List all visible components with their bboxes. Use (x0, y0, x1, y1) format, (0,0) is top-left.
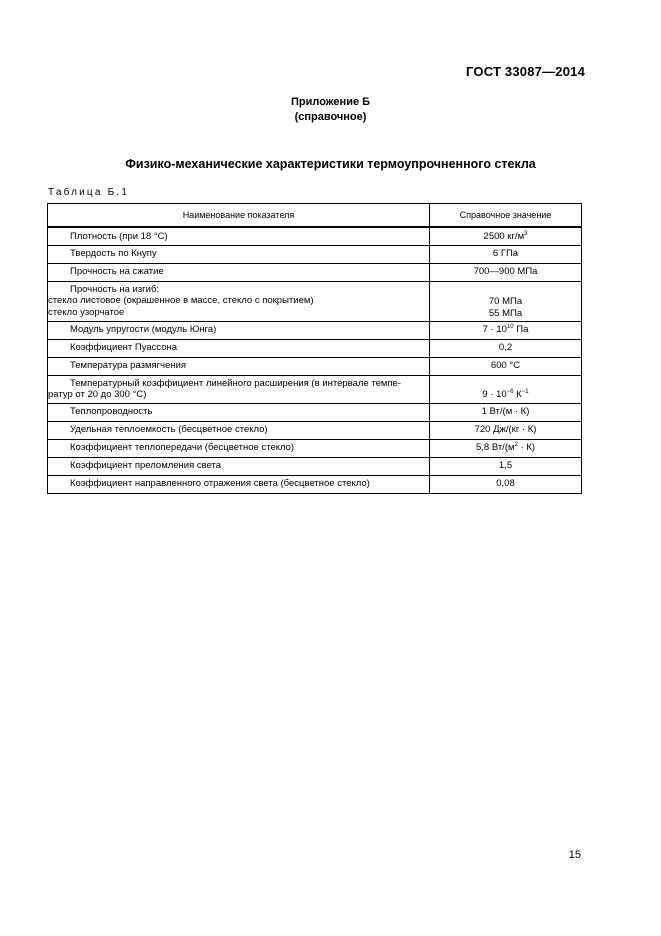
standard-code: ГОСТ 33087—2014 (466, 64, 585, 79)
row-value: 1 Вт/(м · К) (430, 403, 582, 421)
row-value: 1,5 (430, 457, 582, 475)
annex-title: Приложение Б (290, 96, 371, 108)
row-value: 600 °С (430, 357, 582, 375)
row-value: $7 \cdot 10^{10}$ Па (430, 321, 582, 339)
row-name: Коэффициент Пуассона (48, 339, 430, 357)
table-row (48, 439, 582, 457)
row-name: Коэффициент направленного отражения света (бесцветное стекло) (48, 475, 430, 493)
header-value: Справочное значение (430, 204, 582, 228)
row-name-continuation: ратур от 20 до 300 °С) (48, 389, 147, 400)
row-value: 6 ГПа (430, 245, 582, 263)
row-value: 700—900 МПа (430, 263, 582, 281)
row-name-main: Температурный коэффициент линейного расширения (в интервале темпе- (70, 377, 401, 389)
table-row (48, 375, 582, 403)
annex-heading (0, 95, 661, 125)
document-title: Физико-механические характеристики термоупрочненного стекла (125, 157, 536, 171)
row-name: Коэффициент теплопередачи (бесцветное стекло) (48, 439, 430, 457)
table-row (48, 245, 582, 263)
table-row (48, 457, 582, 475)
table-row (48, 321, 582, 339)
row-name: Плотность (при 18 °С) (48, 227, 430, 245)
row-sub-item: стекло листовое (окрашенное в массе, стекло с покрытием) (48, 295, 314, 307)
row-name: Коэффициент преломления света (48, 457, 430, 475)
table-row (48, 281, 582, 321)
table-row (48, 357, 582, 375)
row-name: Теплопроводность (48, 403, 430, 421)
row-name: Прочность на сжатие (48, 263, 430, 281)
table-row (48, 339, 582, 357)
table-row (48, 227, 582, 245)
row-value (430, 281, 582, 321)
table-row (48, 421, 582, 439)
row-name: Температура размягчения (48, 357, 430, 375)
row-sub-item: стекло узорчатое (48, 306, 125, 318)
row-name (48, 281, 430, 321)
row-name: Модуль упругости (модуль Юнга) (48, 321, 430, 339)
row-name: Твердость по Кнупу (48, 245, 430, 263)
table-row (48, 403, 582, 421)
row-value: 2500 $кг/м^3$ (430, 227, 582, 245)
header-name: Наименование показателя (48, 204, 430, 228)
table-header-row (48, 204, 582, 228)
annex-subtitle: (справочное) (294, 111, 367, 123)
row-value: 0,2 (430, 339, 582, 357)
row-value: 720 Дж/(кг · К) (430, 421, 582, 439)
row-value: 5,8 $Вт/(м^2 \cdot К)$ (430, 439, 582, 457)
row-value: 0,08 (430, 475, 582, 493)
row-name (48, 375, 430, 403)
row-name-main: Прочность на изгиб: (70, 283, 160, 295)
row-name: Удельная теплоемкость (бесцветное стекло) (48, 421, 430, 439)
properties-table (47, 203, 582, 494)
table-row (48, 263, 582, 281)
table-caption: Таблица Б.1 (48, 187, 130, 198)
row-value: $9 \cdot 10^{-6}$ $К^{-1}$ (430, 375, 582, 403)
page-number: 15 (568, 849, 581, 861)
row-sub-value: 70 МПа (488, 296, 523, 307)
table-row (48, 475, 582, 493)
row-sub-value: 55 МПа (488, 307, 523, 319)
